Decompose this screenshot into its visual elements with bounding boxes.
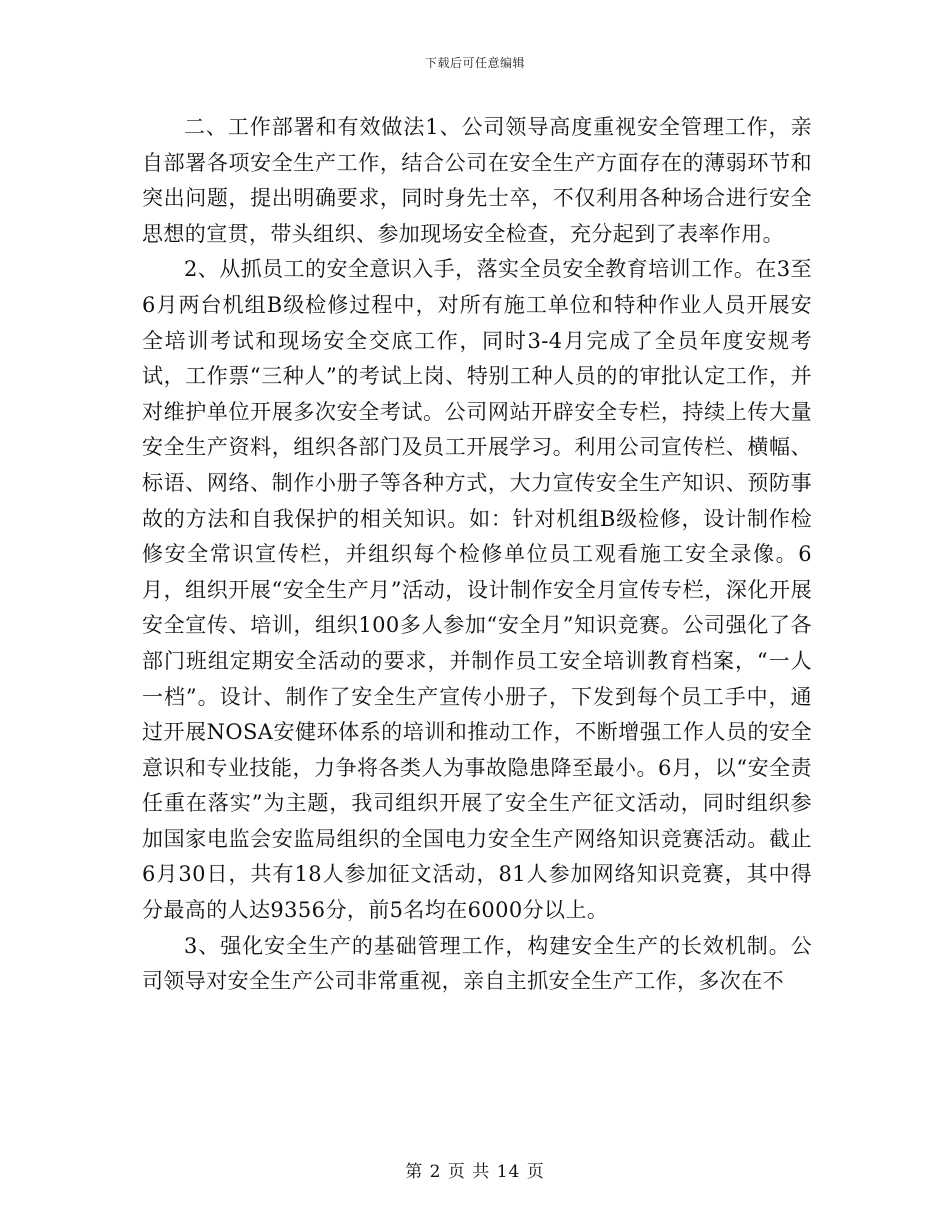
paragraph-3: 3、强化安全生产的基础管理工作，构建安全生产的长效机制。公司领导对安全生产公司非常重视，亲自主抓安全生产工作，多次在不 (142, 933, 812, 994)
paragraph-1: 二、工作部署和有效做法1、公司领导高度重视安全管理工作，亲自部署各项安全生产工作，结合公司在安全生产方面存在的薄弱环节和突出问题，提出明确要求，同时身先士卒，不仅利用各种场合进行安全思想的宣贯，带头组织、参加现场安全检查，充分起到了表率作用。 (142, 115, 812, 246)
page-footer: 第 2 页 共 14 页 (405, 1162, 545, 1182)
paragraph-2: 2、从抓员工的安全意识入手，落实全员安全教育培训工作。在3至6月两台机组B级检修过程中，对所有施工单位和特种作业人员开展安全培训考试和现场安全交底工作，同时3-4月完成了全员年度安规考试，工作票“三种人”的考试上岗、特别工种人员的的审批认定工作，并对维护单位开展多次安全考试。公司网站开辟安全专栏，持续上传大量安全生产资料，组织各部门及员工开展学习。利用公司宣传栏、横幅、标语、网络、制作小册子等各种方式，大力宣传安全生产知识、预防事故的方法和自我保护的相关知识。如：针对机组B级检修，设计制作检修安全常识宣传栏，并组织每个检修单位员工观看施工安全录像。6月，组织开展“安全生产月”活动，设计制作安全月宣传专栏，深化开展安全宣传、培训，组织100多人参加“安全月”知识竞赛。公司强化了各部门班组定期安全活动的要求，并制作员工安全培训教育档案，“一人一档”。设计、制作了安全生产宣传小册子，下发到每个员工手中，通过开展NOSA安健环体系的培训和推动工作，不断增强工作人员的安全意识和专业技能，力争将各类人为事故隐患降至最小。6月，以“安全责任重在落实”为主题，我司组织开展了安全生产征文活动，同时组织参加国家电监会安监局组织的全国电力安全生产网络知识竞赛活动。截止6月30日，共有18人参加征文活动，81人参加网络知识竞赛，其中得分最高的人达9356分，前5名均在6000分以上。 (142, 257, 812, 923)
document-body (142, 110, 812, 1000)
page-header: 下载后可任意编辑 (424, 56, 525, 70)
